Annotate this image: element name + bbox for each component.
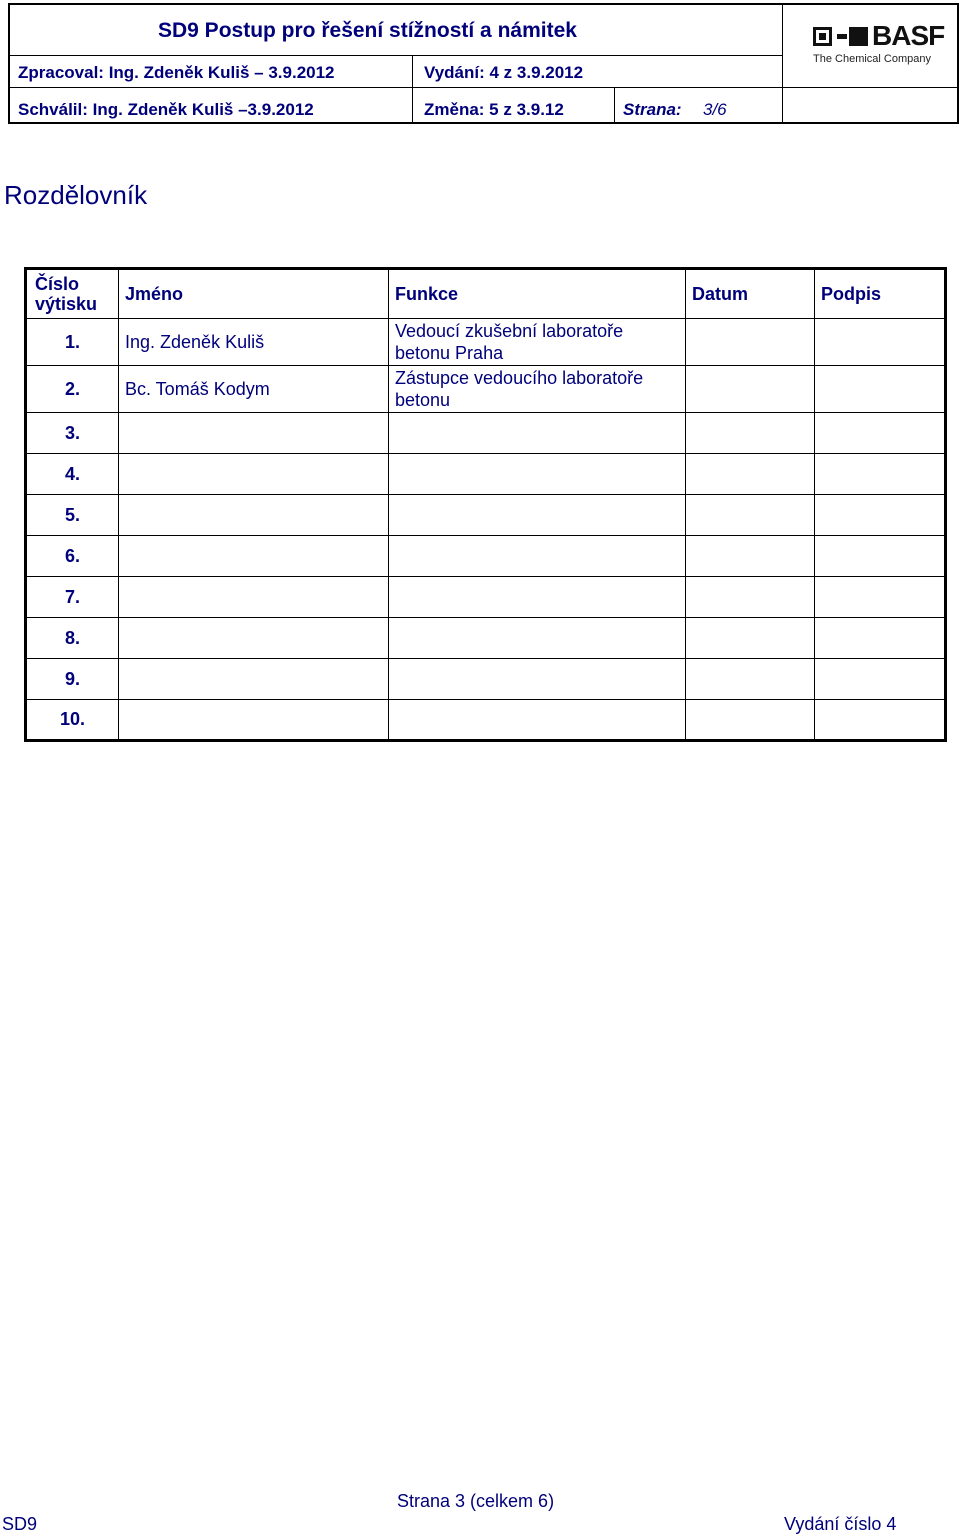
- recipient-name: [119, 577, 389, 618]
- footer-doc-code: SD9: [2, 1514, 38, 1534]
- date-cell: [686, 319, 815, 366]
- page-label: Strana:: [623, 100, 682, 119]
- footer-edition: Vydání číslo 4: [784, 1514, 897, 1534]
- signature-cell: [815, 618, 946, 659]
- table-row: [26, 659, 946, 700]
- change-info: Změna: 5 z 3.9.12: [424, 100, 564, 119]
- signature-cell: [815, 319, 946, 366]
- date-cell: [686, 618, 815, 659]
- signature-cell: [815, 700, 946, 741]
- copy-number: 7.: [26, 577, 119, 618]
- logo-square-solid-icon: [849, 27, 868, 46]
- header-signature: Podpis: [815, 269, 946, 319]
- recipient-name: [119, 454, 389, 495]
- edition-info: Vydání: 4 z 3.9.2012: [424, 63, 584, 82]
- date-cell: [686, 536, 815, 577]
- signature-cell: [815, 577, 946, 618]
- recipient-function: [389, 413, 686, 454]
- header-divider: [10, 55, 782, 56]
- recipient-name: [119, 413, 389, 454]
- recipient-function: Zástupce vedoucího laboratoře betonu: [389, 366, 686, 413]
- header-divider: [412, 55, 413, 122]
- signature-cell: [815, 413, 946, 454]
- copy-number: 4.: [26, 454, 119, 495]
- date-cell: [686, 700, 815, 741]
- document-header: [8, 3, 959, 124]
- copy-number: 6.: [26, 536, 119, 577]
- copy-number: 8.: [26, 618, 119, 659]
- recipient-name: [119, 536, 389, 577]
- table-row: [26, 536, 946, 577]
- copy-number: 9.: [26, 659, 119, 700]
- signature-cell: [815, 495, 946, 536]
- table-row: [26, 495, 946, 536]
- copy-number: 3.: [26, 413, 119, 454]
- recipient-function: [389, 659, 686, 700]
- recipient-name: [119, 618, 389, 659]
- date-cell: [686, 366, 815, 413]
- copy-number: 1.: [26, 319, 119, 366]
- approved-by: Schválil: Ing. Zdeněk Kuliš –3.9.2012: [18, 100, 314, 119]
- recipient-name: [119, 495, 389, 536]
- recipient-name: Ing. Zdeněk Kuliš: [119, 319, 389, 366]
- distribution-table: [24, 267, 947, 742]
- page-value: 3/6: [703, 100, 727, 119]
- table-row: [26, 700, 946, 741]
- recipient-function: [389, 454, 686, 495]
- table-row: [26, 319, 946, 366]
- date-cell: [686, 495, 815, 536]
- signature-cell: [815, 366, 946, 413]
- signature-cell: [815, 454, 946, 495]
- date-cell: [686, 454, 815, 495]
- date-cell: [686, 413, 815, 454]
- basf-logo: [782, 5, 959, 122]
- table-row: [26, 618, 946, 659]
- copy-number: 10.: [26, 700, 119, 741]
- document-title: SD9 Postup pro řešení stížností a námitek: [158, 19, 577, 42]
- recipient-name: [119, 659, 389, 700]
- recipient-function: [389, 536, 686, 577]
- logo-wordmark: BASF: [872, 20, 945, 51]
- logo-dash-icon: [837, 34, 847, 39]
- header-name: Jméno: [119, 269, 389, 319]
- recipient-function: [389, 618, 686, 659]
- recipient-function: [389, 577, 686, 618]
- signature-cell: [815, 536, 946, 577]
- footer-page-count: Strana 3 (celkem 6): [397, 1491, 555, 1511]
- date-cell: [686, 659, 815, 700]
- recipient-function: [389, 495, 686, 536]
- recipient-function: [389, 700, 686, 741]
- header-function: Funkce: [389, 269, 686, 319]
- date-cell: [686, 577, 815, 618]
- header-copy-number: Číslo výtisku: [26, 269, 119, 319]
- recipient-name: Bc. Tomáš Kodym: [119, 366, 389, 413]
- signature-cell: [815, 659, 946, 700]
- table-row: [26, 366, 946, 413]
- table-row: [26, 577, 946, 618]
- recipient-name: [119, 700, 389, 741]
- logo-tagline: The Chemical Company: [813, 53, 931, 65]
- header-divider: [614, 87, 615, 122]
- copy-number: 2.: [26, 366, 119, 413]
- table-row: [26, 454, 946, 495]
- header-date: Datum: [686, 269, 815, 319]
- prepared-by: Zpracoval: Ing. Zdeněk Kuliš – 3.9.2012: [18, 63, 335, 82]
- section-title: Rozdělovník: [4, 180, 148, 210]
- logo-square-outline-icon: [813, 27, 832, 46]
- table-row: [26, 413, 946, 454]
- copy-number: 5.: [26, 495, 119, 536]
- recipient-function: Vedoucí zkušební laboratoře betonu Praha: [389, 319, 686, 366]
- table-header-row: [26, 269, 946, 319]
